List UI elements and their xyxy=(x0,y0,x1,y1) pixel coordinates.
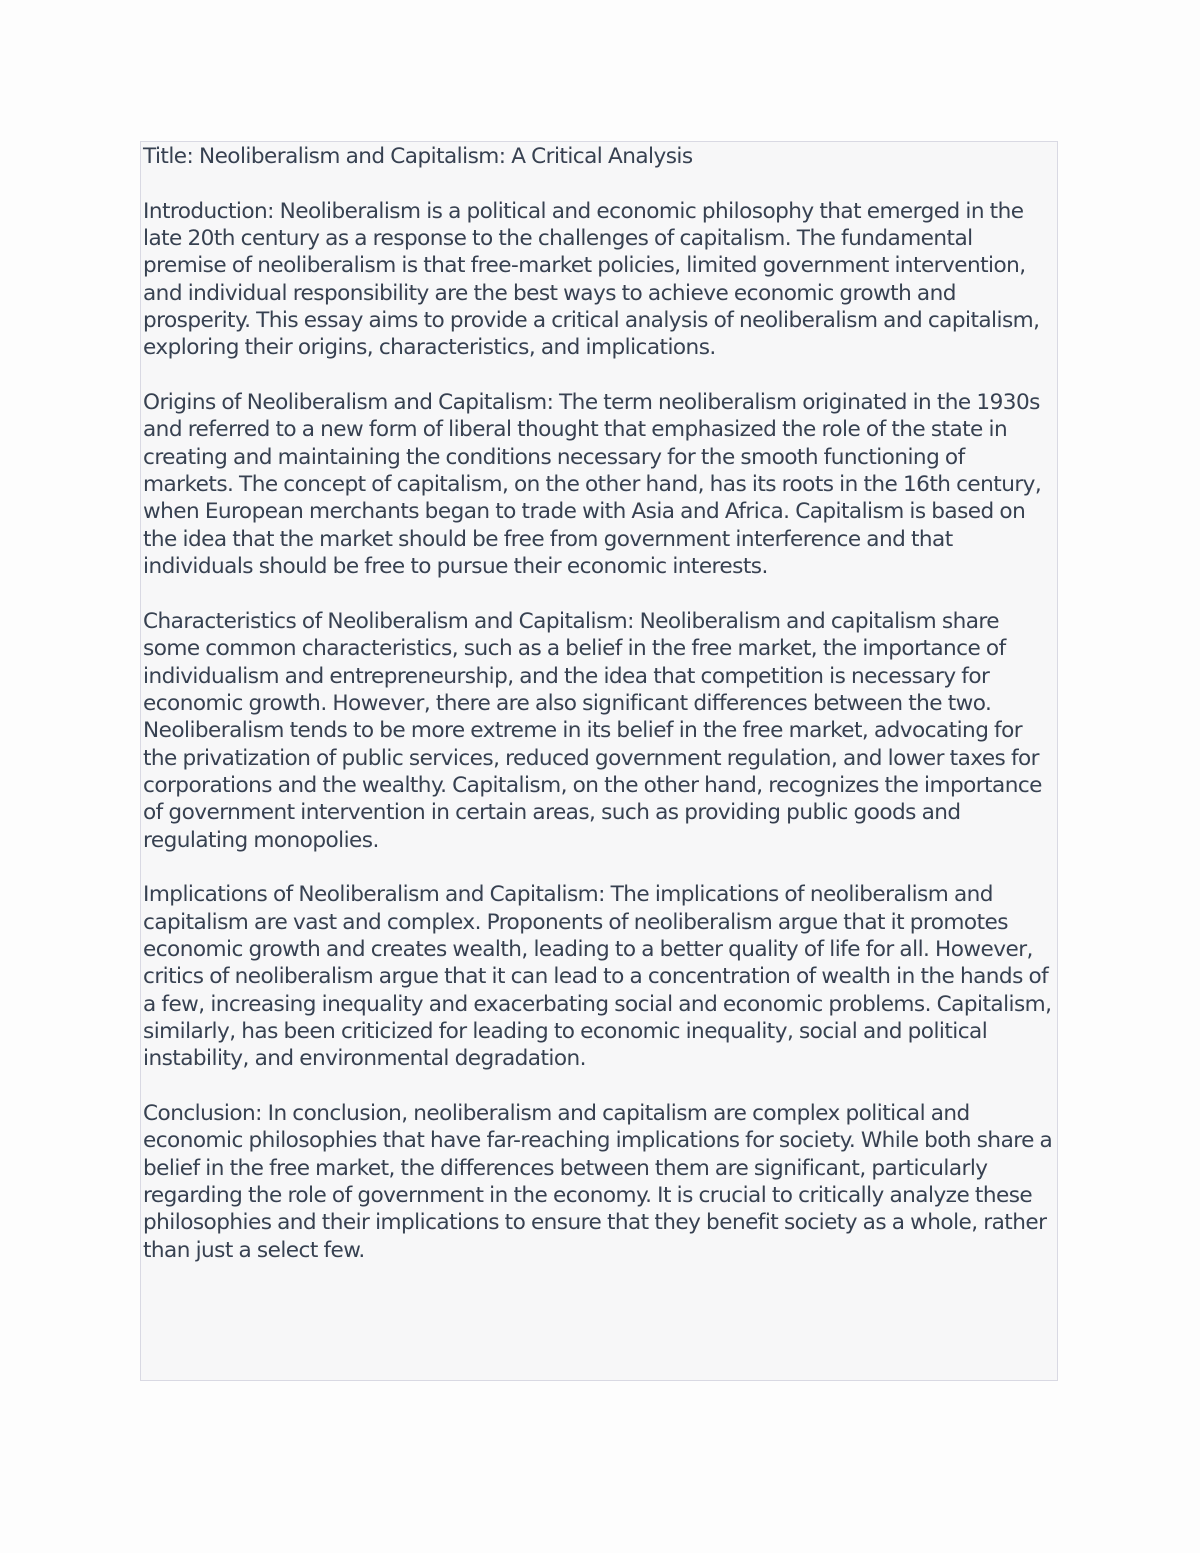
essay-text-box xyxy=(140,141,1058,1381)
paragraph-introduction: Introduction: Neoliberalism is a political and economic philosophy that emerged in the late 20th century as a response to the challenges of capitalism. The fundamental premise of neoliberalism is that free-market policies, limited government intervention, and individual responsibility are the best ways to achieve economic growth and prosperity. This essay aims to provide a critical analysis of neoliberalism and capitalism, exploring their origins, characteristics, and implications. xyxy=(143,198,1040,361)
paragraph-implications: Implications of Neoliberalism and Capitalism: The implications of neoliberalism and capitalism are vast and complex. Proponents of neoliberalism argue that it promotes economic growth and creates wealth, leading to a better quality of life for all. However, critics of neoliberalism argue that it can lead to a concentration of wealth in the hands of a few, increasing inequality and exacerbating social and economic problems. Capitalism, similarly, has been criticized for leading to economic inequality, social and political instability, and environmental degradation. xyxy=(143,882,1052,1072)
essay-title: Title: Neoliberalism and Capitalism: A Critical Analysis xyxy=(143,144,693,169)
paragraph-characteristics: Characteristics of Neoliberalism and Capitalism: Neoliberalism and capitalism share some common characteristics, such as a belief in the free market, the importance of individualism and entrepreneurship, and the idea that competition is necessary for economic growth. However, there are also significant differences between the two. Neoliberalism tends to be more extreme in its belief in the free market, advocating for the privatization of public services, reduced government regulation, and lower taxes for corporations and the wealthy. Capitalism, on the other hand, recognizes the importance of government intervention in certain areas, such as providing public goods and regulating monopolies. xyxy=(143,608,1042,853)
paragraph-origins: Origins of Neoliberalism and Capitalism: The term neoliberalism originated in the 1930s and referred to a new form of liberal thought that emphasized the role of the state in creating and maintaining the conditions necessary for the smooth functioning of markets. The concept of capitalism, on the other hand, has its roots in the 16th century, when European merchants began to trade with Asia and Africa. Capitalism is based on the idea that the market should be free from government interference and that individuals should be free to pursue their economic interests. xyxy=(143,390,1042,580)
paragraph-conclusion: Conclusion: In conclusion, neoliberalism and capitalism are complex political and economic philosophies that have far-reaching implications for society. While both share a belief in the free market, the differences between them are significant, particularly regarding the role of government in the economy. It is crucial to critically analyze these philosophies and their implications to ensure that they benefit society as a whole, rather than just a select few. xyxy=(143,1101,1053,1263)
